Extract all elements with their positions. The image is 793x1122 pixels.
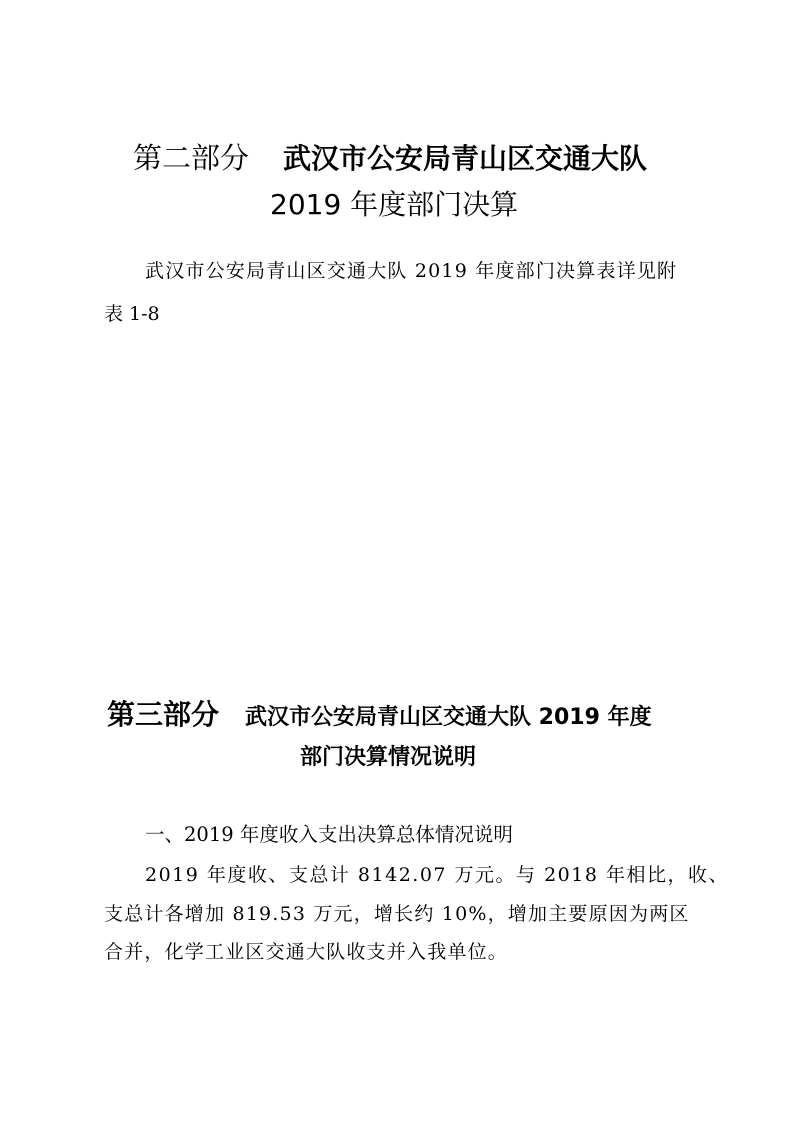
part3-heading (107, 695, 652, 738)
section1-paragraph-line3: 合并，化学工业区交通大队收支并入我单位。 (104, 941, 509, 963)
part3-title-line1: 武汉市公安局青山区交通大队 2019 年度 (245, 705, 652, 730)
section1-heading: 一、2019 年度收入支出决算总体情况说明 (145, 823, 513, 846)
part3-label: 第三部分 (107, 698, 220, 731)
part2-heading (133, 138, 647, 179)
part2-label: 第二部分 (133, 141, 250, 175)
part3-title-line2: 部门决算情况说明 (300, 745, 477, 770)
part2-org-title: 武汉市公安局青山区交通大队 (283, 142, 648, 175)
part2-paragraph-line2: 表 1-8 (104, 303, 160, 325)
section1-paragraph-line1: 2019 年度收、支总计 8142.07 万元。与 2018 年相比，收、 (145, 864, 729, 886)
part2-paragraph-line1: 武汉市公安局青山区交通大队 2019 年度部门决算表详见附 (145, 260, 678, 282)
part2-subtitle: 2019 年度部门决算 (270, 188, 519, 221)
section1-paragraph-line2: 支总计各增加 819.53 万元，增长约 10%，增加主要原因为两区 (104, 903, 690, 925)
